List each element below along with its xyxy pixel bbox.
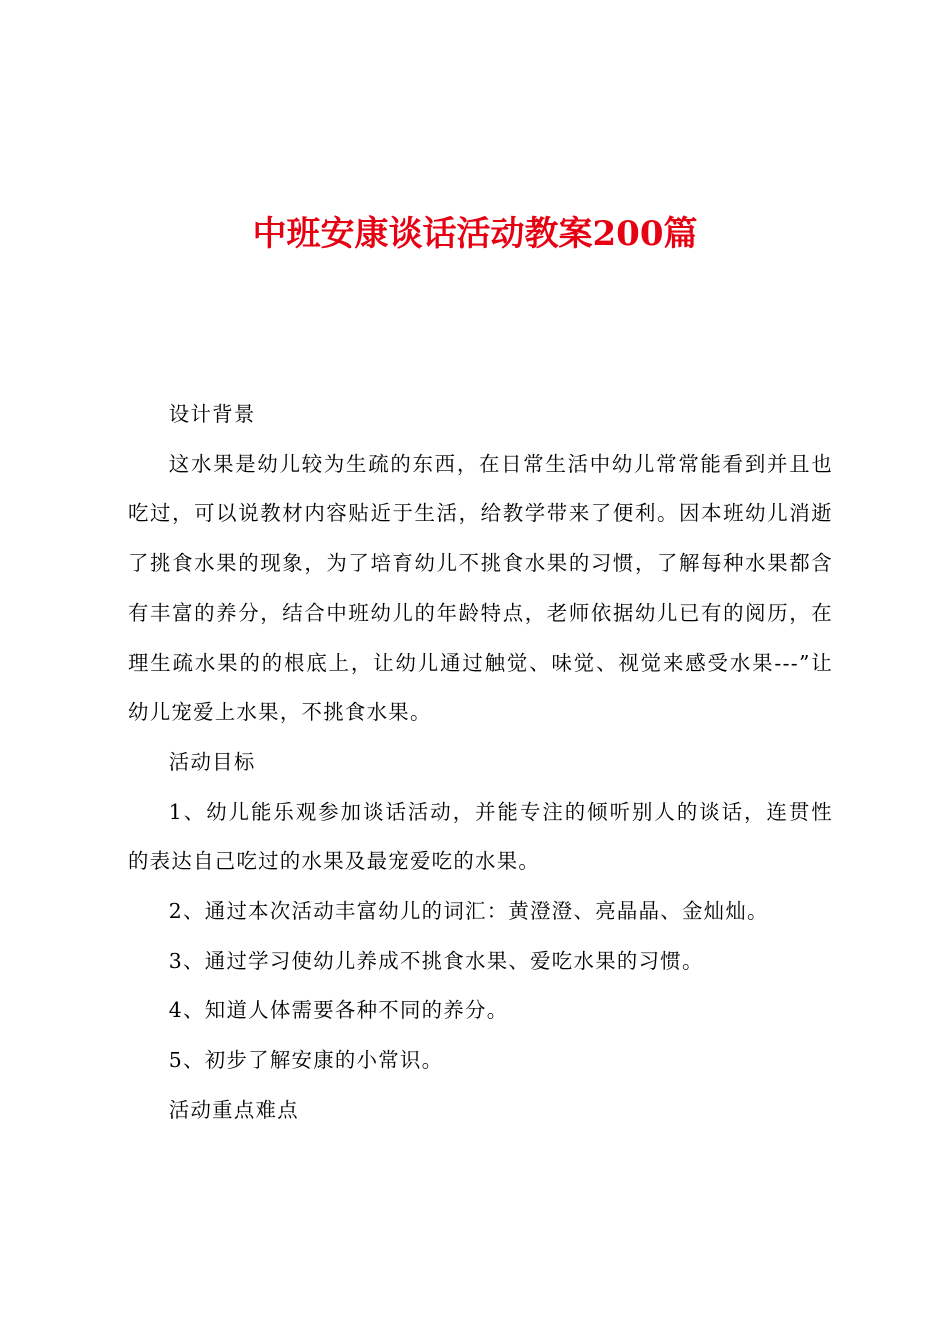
section-heading-activity-goals: 活动目标: [168, 749, 256, 774]
goal-item-5: 5、初步了解安康的小常识。: [168, 1048, 444, 1073]
paragraph-design-background: 这水果是幼儿较为生疏的东西，在日常生活中幼儿常常能看到并且也吃过，可以说教材内容贴近于生活，给教学带来了便利。因本班幼儿消逝了挑食水果的现象，为了培育幼儿不挑食水果的习惯，了解每种水果都含有丰富的养分，结合中班幼儿的年龄特点，老师依据幼儿已有的阅历，在理生疏水果的的根底上，让幼儿通过触觉、味觉、视觉来感受水果---”让幼儿宠爱上水果，不挑食水果。: [128, 451, 833, 725]
document-title: 中班安康谈话活动教案200篇: [252, 214, 698, 254]
document-body: [128, 390, 833, 1136]
section-heading-key-points: 活动重点难点: [168, 1097, 299, 1122]
goal-item-3: 3、通过学习使幼儿养成不挑食水果、爱吃水果的习惯。: [168, 948, 704, 973]
section-heading-design-background: 设计背景: [168, 402, 256, 426]
goal-item-4: 4、知道人体需要各种不同的养分。: [168, 998, 509, 1023]
goal-item-1: 1、幼儿能乐观参加谈话活动，并能专注的倾听别人的谈话，连贯性的表达自己吃过的水果及最宠爱吃的水果。: [128, 799, 833, 874]
goal-item-2: 2、通过本次活动丰富幼儿的词汇：黄澄澄、亮晶晶、金灿灿。: [168, 899, 769, 924]
